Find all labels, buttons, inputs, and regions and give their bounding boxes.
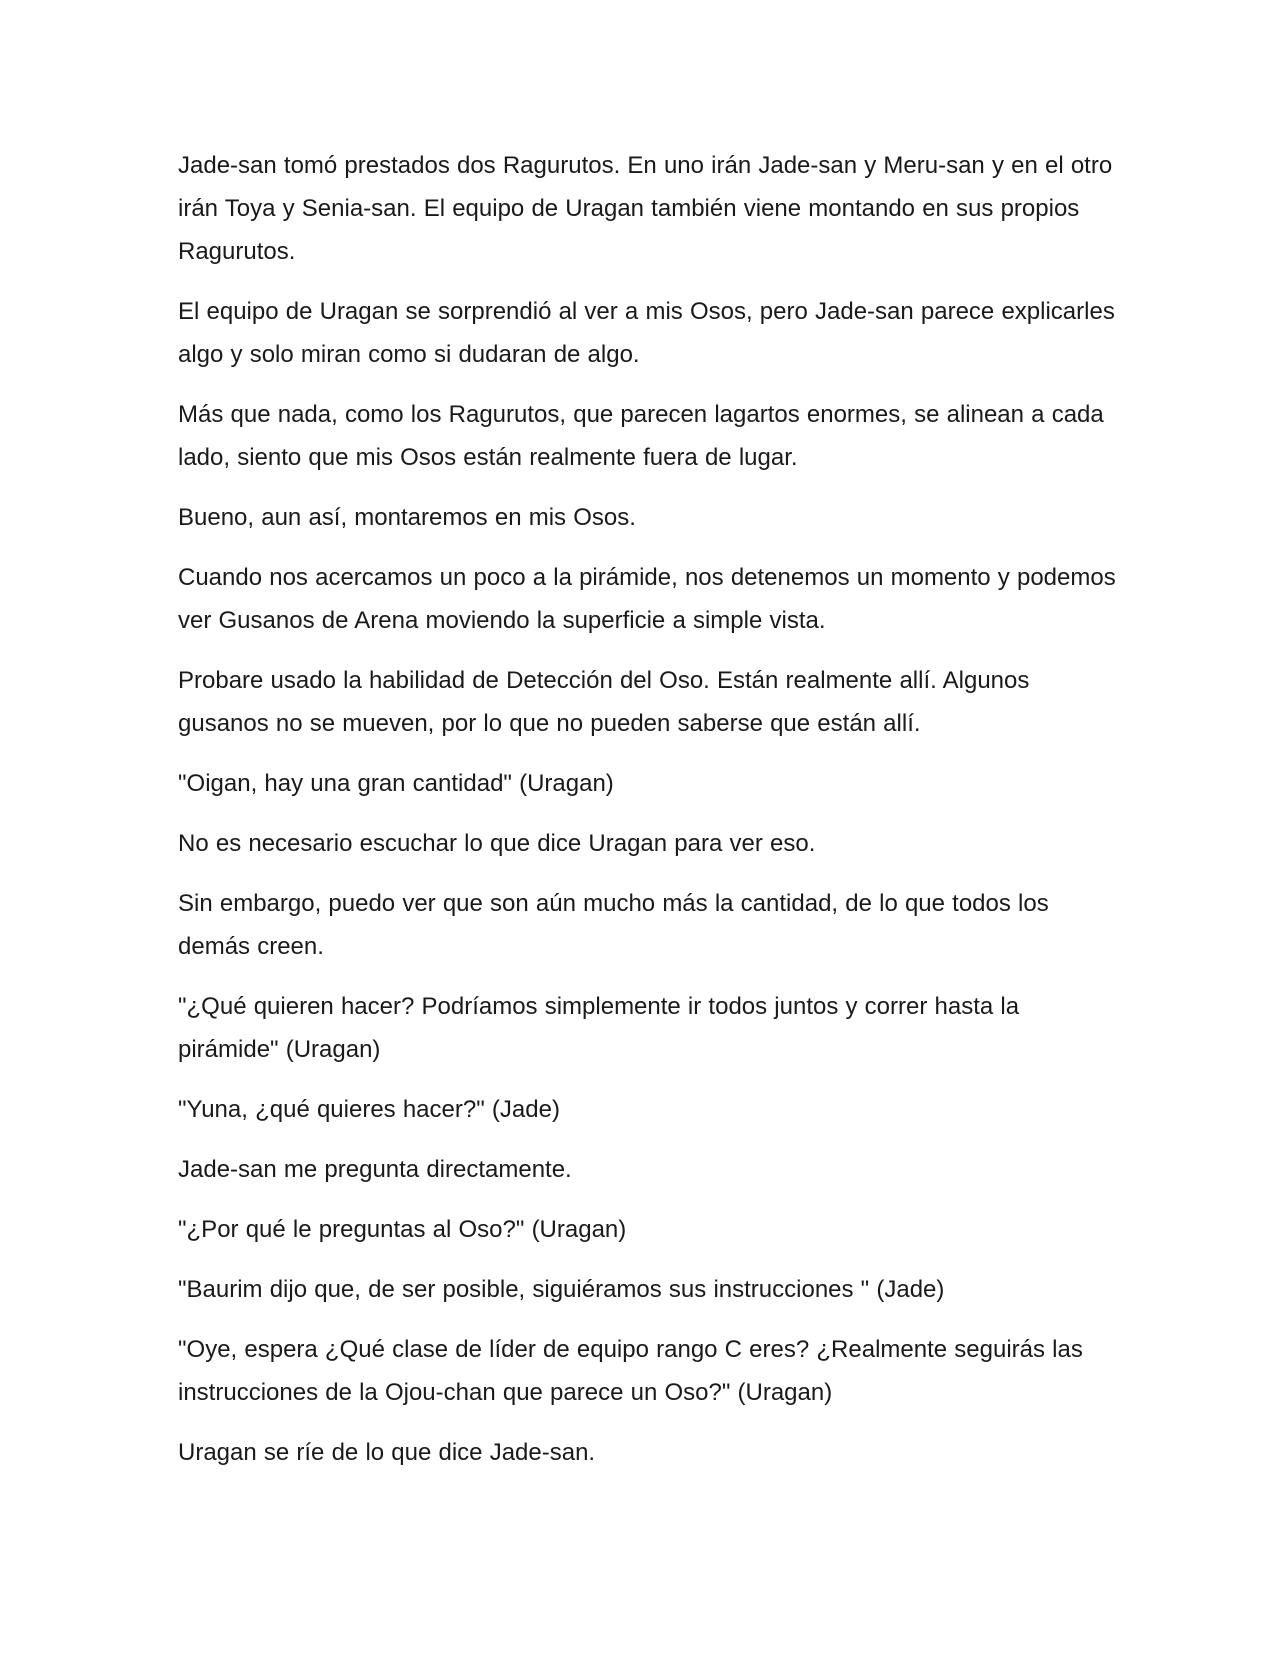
- paragraph: "Baurim dijo que, de ser posible, siguiéramos sus instrucciones " (Jade): [178, 1276, 945, 1303]
- paragraph: Más que nada, como los Ragurutos, que parecen lagartos enormes, se alinean a cada lado, siento que mis Osos están realmente fuera de lugar.: [178, 401, 1104, 471]
- paragraph: Uragan se ríe de lo que dice Jade-san.: [178, 1439, 596, 1466]
- document-body: [178, 144, 1118, 1491]
- paragraph: Probare usado la habilidad de Detección del Oso. Están realmente allí. Algunos gusanos no se mueven, por lo que no pueden saberse que están allí.: [178, 667, 1030, 737]
- paragraph: Cuando nos acercamos un poco a la pirámide, nos detenemos un momento y podemos ver Gusanos de Arena moviendo la superficie a simple vista.: [178, 564, 1116, 634]
- paragraph: "Oye, espera ¿Qué clase de líder de equipo rango C eres? ¿Realmente seguirás las instrucciones de la Ojou-chan que parece un Oso?" (Uragan): [178, 1336, 1083, 1406]
- paragraph: "¿Qué quieren hacer? Podríamos simplemente ir todos juntos y correr hasta la pirámide" (Uragan): [178, 993, 1020, 1063]
- paragraph: Jade-san me pregunta directamente.: [178, 1156, 572, 1183]
- paragraph: "Yuna, ¿qué quieres hacer?" (Jade): [178, 1096, 560, 1123]
- paragraph: No es necesario escuchar lo que dice Uragan para ver eso.: [178, 830, 816, 857]
- paragraph: El equipo de Uragan se sorprendió al ver a mis Osos, pero Jade-san parece explicarles algo y solo miran como si dudaran de algo.: [178, 298, 1115, 368]
- paragraph: "Oigan, hay una gran cantidad" (Uragan): [178, 770, 614, 797]
- paragraph: "¿Por qué le preguntas al Oso?" (Uragan): [178, 1216, 627, 1243]
- paragraph: Sin embargo, puedo ver que son aún mucho más la cantidad, de lo que todos los demás creen.: [178, 890, 1049, 960]
- paragraph: Jade-san tomó prestados dos Ragurutos. En uno irán Jade-san y Meru-san y en el otro irán Toya y Senia-san. El equipo de Uragan también viene montando en sus propios Ragurutos.: [178, 152, 1113, 265]
- paragraph: Bueno, aun así, montaremos en mis Osos.: [178, 504, 636, 531]
